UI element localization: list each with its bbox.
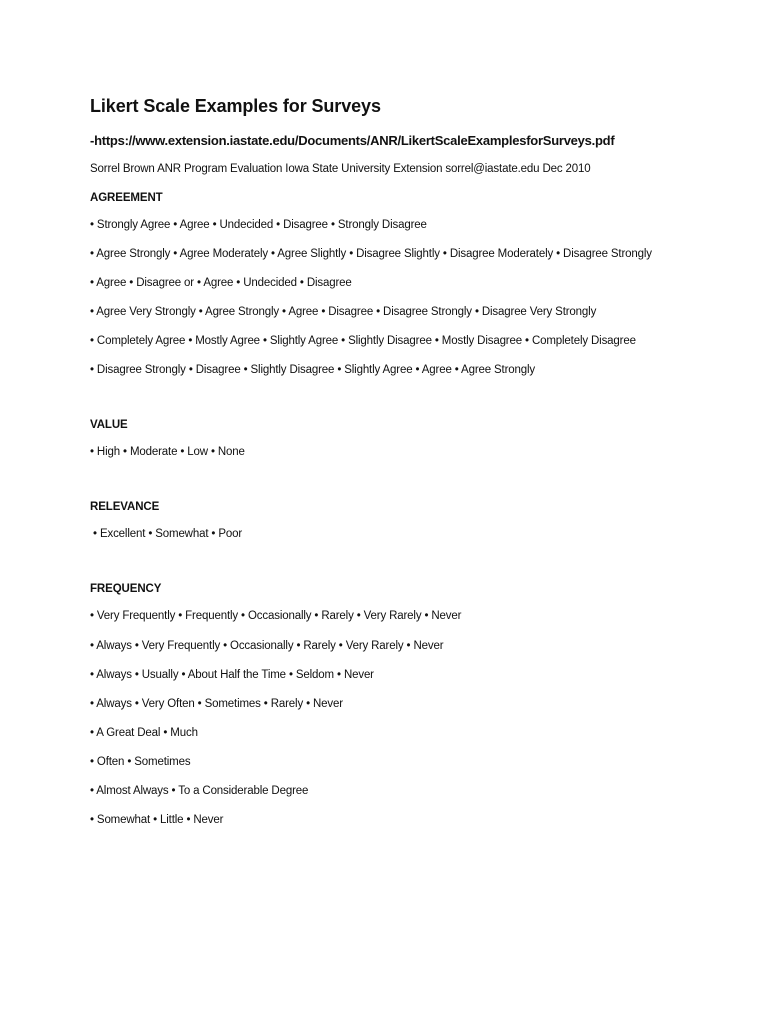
source-url: -https://www.extension.iastate.edu/Documents/ANR/LikertScaleExamplesforSurveys.pdf	[90, 133, 615, 148]
scale-line: • Always • Very Frequently • Occasionally • Rarely • Very Rarely • Never	[90, 639, 444, 652]
scale-line: • Completely Agree • Mostly Agree • Slightly Agree • Slightly Disagree • Mostly Disagree • Completely Disagree	[90, 335, 636, 347]
scale-line: • Always • Very Often • Sometimes • Rarely • Never	[90, 697, 343, 710]
section-heading-relevance: RELEVANCE	[90, 501, 160, 513]
section-heading-value: VALUE	[90, 419, 128, 431]
document-title: Likert Scale Examples for Surveys	[90, 96, 381, 116]
scale-line: • Agree Very Strongly • Agree Strongly • Agree • Disagree • Disagree Strongly • Disagree Very Strongly	[90, 306, 597, 318]
section-heading-frequency: FREQUENCY	[90, 583, 162, 595]
scale-line: • Agree • Disagree or • Agree • Undecided • Disagree	[90, 277, 352, 289]
scale-line: • A Great Deal • Much	[90, 726, 198, 739]
scale-line: • Often • Sometimes	[90, 755, 191, 768]
scale-line: • Somewhat • Little • Never	[90, 813, 224, 826]
scale-line: • Almost Always • To a Considerable Degree	[90, 784, 309, 797]
scale-line: • High • Moderate • Low • None	[90, 446, 245, 458]
scale-line: • Excellent • Somewhat • Poor	[90, 528, 243, 540]
scale-line: • Very Frequently • Frequently • Occasionally • Rarely • Very Rarely • Never	[90, 610, 462, 622]
document-page	[90, 95, 680, 830]
scale-line: • Agree Strongly • Agree Moderately • Agree Slightly • Disagree Slightly • Disagree Moderately • Disagree Strongly	[90, 248, 652, 260]
scale-line: • Strongly Agree • Agree • Undecided • Disagree • Strongly Disagree	[90, 219, 427, 231]
scale-line: • Disagree Strongly • Disagree • Slightly Disagree • Slightly Agree • Agree • Agree Strongly	[90, 364, 536, 376]
author-line: Sorrel Brown ANR Program Evaluation Iowa State University Extension sorrel@iastate.edu Dec 2010	[90, 163, 591, 175]
scale-line: • Always • Usually • About Half the Time • Seldom • Never	[90, 668, 374, 681]
section-heading-agreement: AGREEMENT	[90, 192, 163, 204]
